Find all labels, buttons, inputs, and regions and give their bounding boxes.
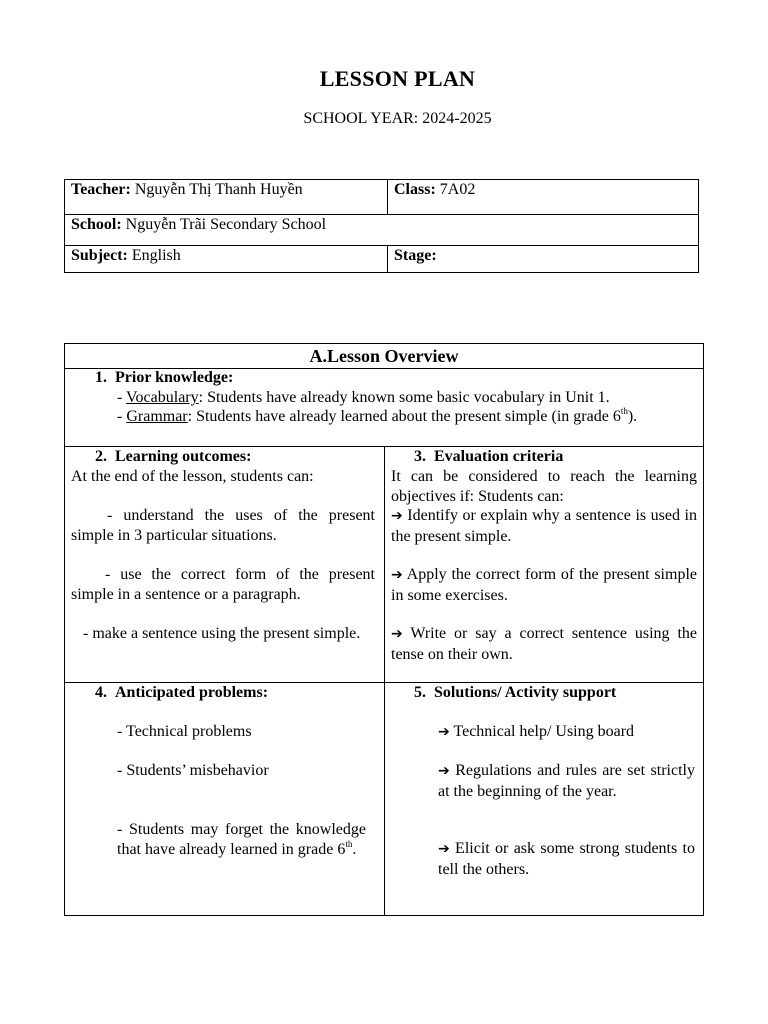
prior-knowledge-title: 1. Prior knowledge: — [95, 369, 234, 386]
criteria-item: ➔ Apply the correct form of the present simple in some exercises. — [391, 566, 697, 604]
prior-vocabulary: - Vocabulary: Students have already known some basic vocabulary in Unit 1. — [117, 389, 610, 406]
stage-label: Stage: — [394, 247, 437, 264]
subject-value: English — [127, 247, 181, 264]
solution-item: ➔ Regulations and rules are set strictly at the beginning of the year. — [438, 762, 695, 800]
class-value: 7A02 — [435, 181, 476, 198]
outcome-item: - understand the uses of the present simple in 3 particular situations. — [71, 507, 375, 544]
school-cell — [65, 215, 699, 246]
outcomes-intro: At the end of the lesson, students can: — [71, 468, 314, 485]
class-label: Class: — [394, 181, 436, 198]
anticipated-problems-heading: Anticipated problems: — [115, 684, 269, 701]
solution-item: ➔ Technical help/ Using board — [438, 723, 635, 740]
outcome-item: - use the correct form of the present simple in a sentence or a paragraph. — [71, 566, 375, 603]
solution-item: ➔ Elicit or ask some strong students to tell the others. — [438, 840, 695, 878]
vocabulary-label: Vocabulary — [126, 389, 199, 406]
arrow-right-icon: ➔ — [438, 763, 450, 779]
school-value: Nguyễn Trãi Secondary School — [121, 216, 327, 233]
evaluation-criteria-heading: Evaluation criteria — [434, 448, 564, 465]
solutions-heading: Solutions/ Activity support — [434, 684, 617, 701]
info-table — [64, 179, 699, 273]
prior-grammar: - Grammar: Students have already learned about the present simple (in grade 6th). — [117, 406, 638, 425]
grammar-label: Grammar — [126, 408, 188, 425]
arrow-right-icon: ➔ — [391, 508, 403, 524]
problem-item: - Students’ misbehavior — [117, 762, 269, 779]
problem-item: - Students may forget the knowledge that have already learned in grade 6th. — [117, 821, 366, 858]
teacher-label: Teacher: — [71, 181, 131, 198]
page-title: LESSON PLAN — [319, 66, 476, 91]
criteria-item: ➔ Identify or explain why a sentence is used in the present simple. — [391, 507, 697, 545]
overview-heading: A.Lesson Overview — [309, 346, 459, 366]
prior-knowledge-heading: Prior knowledge: — [115, 369, 234, 386]
class-cell — [388, 180, 699, 215]
evaluation-criteria-title: 3. Evaluation criteria — [414, 448, 564, 465]
outcome-item: - make a sentence using the present simple. — [83, 625, 361, 642]
problem-item: - Technical problems — [117, 723, 252, 740]
subject-label: Subject: — [71, 247, 128, 264]
teacher-cell — [65, 180, 388, 215]
teacher-value: Nguyễn Thị Thanh Huyền — [130, 181, 303, 198]
arrow-right-icon: ➔ — [438, 841, 450, 857]
arrow-right-icon: ➔ — [391, 626, 403, 642]
subject-cell — [65, 246, 388, 273]
anticipated-problems-title: 4. Anticipated problems: — [95, 684, 269, 701]
criteria-intro: It can be considered to reach the learning objectives if: Students can: — [391, 468, 697, 505]
solutions-title: 5. Solutions/ Activity support — [414, 684, 617, 701]
stage-cell — [388, 246, 699, 273]
arrow-right-icon: ➔ — [438, 724, 450, 740]
column-divider — [384, 446, 385, 915]
learning-outcomes-title: 2. Learning outcomes: — [95, 448, 252, 465]
school-label: School: — [71, 216, 122, 233]
learning-outcomes-heading: Learning outcomes: — [115, 448, 252, 465]
lesson-overview-table — [64, 343, 704, 916]
arrow-right-icon: ➔ — [391, 567, 403, 583]
criteria-item: ➔ Write or say a correct sentence using the tense on their own. — [391, 625, 697, 663]
school-year: SCHOOL YEAR: 2024-2025 — [303, 110, 492, 127]
